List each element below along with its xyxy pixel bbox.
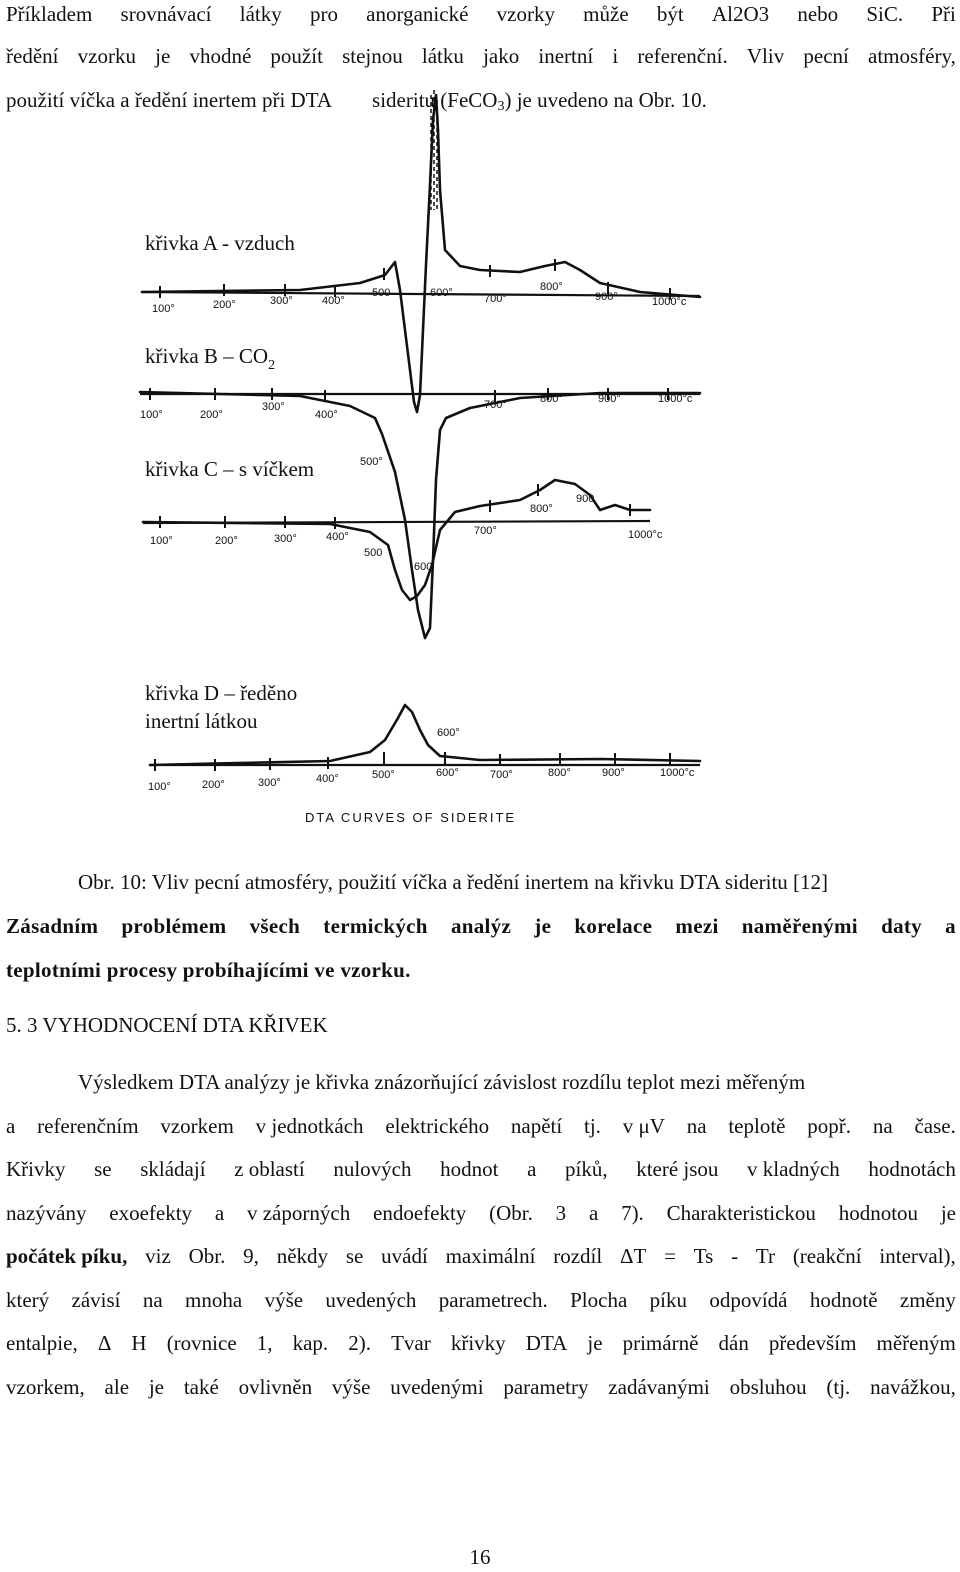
word: závisí bbox=[71, 1288, 121, 1312]
word: (rovnice bbox=[166, 1331, 237, 1355]
word: uvedenými bbox=[390, 1375, 484, 1399]
word: a bbox=[588, 1201, 599, 1225]
word: primárně bbox=[622, 1331, 699, 1355]
c-tick-400: 400° bbox=[326, 531, 349, 543]
word: které jsou bbox=[636, 1157, 719, 1181]
para-line-5-word: maximální bbox=[445, 1244, 536, 1268]
para-line-5-word: Ts bbox=[693, 1244, 714, 1268]
word: je bbox=[155, 44, 171, 68]
para-line-5-word: (reakční bbox=[792, 1244, 862, 1268]
para-line-5-word: Obr. bbox=[188, 1244, 226, 1268]
c-tick-800: 800° bbox=[530, 503, 553, 515]
word: hodnotě bbox=[809, 1288, 878, 1312]
word: je bbox=[148, 1375, 164, 1399]
word: použít bbox=[270, 44, 323, 68]
a-tick-500: 500 bbox=[372, 287, 391, 299]
d-tick-500: 500° bbox=[372, 769, 395, 781]
c-tick-500-top: 500° bbox=[360, 456, 383, 468]
d-tick-900: 900° bbox=[602, 767, 625, 779]
para-line-5-word: interval), bbox=[879, 1244, 956, 1268]
word: výše bbox=[264, 1288, 304, 1312]
word: látku bbox=[421, 44, 464, 68]
b-tick-900: 900° bbox=[598, 393, 621, 405]
b-tick-800: 800° bbox=[540, 393, 563, 405]
c-tick-500: 500 bbox=[364, 547, 383, 559]
a-tick-900: 900° bbox=[595, 291, 618, 303]
word: který bbox=[6, 1288, 50, 1312]
c-tick-100: 100° bbox=[150, 535, 173, 547]
word: ředění bbox=[6, 44, 59, 68]
word: 1, bbox=[256, 1331, 273, 1355]
word: (tj. bbox=[826, 1375, 851, 1399]
word: popř. bbox=[807, 1114, 852, 1138]
word: Al2O3 bbox=[711, 2, 770, 26]
word: tj. bbox=[584, 1114, 601, 1138]
word: a bbox=[945, 914, 956, 938]
word: Křivky bbox=[6, 1157, 66, 1181]
word: daty bbox=[881, 914, 922, 938]
word: referenčním bbox=[37, 1114, 139, 1138]
word: v μV bbox=[622, 1114, 665, 1138]
a-tick-600: 600° bbox=[430, 287, 453, 299]
word: jako bbox=[483, 44, 520, 68]
word: je bbox=[940, 1201, 956, 1225]
c-tick-300: 300° bbox=[274, 533, 297, 545]
axis-c bbox=[143, 521, 650, 523]
curve-a-label: křivka A - vzduch bbox=[145, 231, 295, 255]
d-tick-600-top: 600° bbox=[437, 727, 460, 739]
word: změny bbox=[899, 1288, 956, 1312]
para-line-5-word: 9, bbox=[243, 1244, 259, 1268]
word: látky bbox=[239, 2, 282, 26]
a-tick-200: 200° bbox=[213, 299, 236, 311]
word: nazývány bbox=[6, 1201, 87, 1225]
word: nulových bbox=[333, 1157, 412, 1181]
word: endoefekty bbox=[373, 1201, 467, 1225]
word: v jednotkách bbox=[255, 1114, 364, 1138]
word: 7). bbox=[621, 1201, 644, 1225]
word: a bbox=[6, 1114, 16, 1138]
word: stejnou bbox=[342, 44, 403, 68]
b-tick-700: 700° bbox=[484, 399, 507, 411]
a-tick-800: 800° bbox=[540, 281, 563, 293]
word: ale bbox=[104, 1375, 130, 1399]
a-tick-100: 100° bbox=[152, 303, 175, 315]
word: Plocha bbox=[570, 1288, 628, 1312]
para-line-8 bbox=[6, 1373, 956, 1401]
word: na bbox=[142, 1288, 163, 1312]
word: píku bbox=[649, 1288, 687, 1312]
word: analýz bbox=[450, 914, 512, 938]
c-tick-700: 700° bbox=[474, 525, 497, 537]
word: dán bbox=[718, 1331, 749, 1355]
c-tick-1000: 1000°c bbox=[628, 529, 663, 541]
word: referenční. bbox=[637, 44, 728, 68]
word: Vliv bbox=[746, 44, 785, 68]
c-tick-600: 600 bbox=[414, 561, 433, 573]
para-line-3 bbox=[6, 1155, 956, 1183]
para-line-6 bbox=[6, 1286, 956, 1314]
word: srovnávací bbox=[120, 2, 212, 26]
word: především bbox=[768, 1331, 857, 1355]
word: skládají bbox=[140, 1157, 206, 1181]
word: teplotě bbox=[728, 1114, 786, 1138]
word: napětí bbox=[510, 1114, 563, 1138]
word: korelace bbox=[574, 914, 653, 938]
word: elektrického bbox=[385, 1114, 490, 1138]
word: mnoha bbox=[185, 1288, 243, 1312]
word: také bbox=[183, 1375, 219, 1399]
curve-c-label: křivka C – s víčkem bbox=[145, 457, 315, 481]
word: 3 bbox=[555, 1201, 567, 1225]
b-tick-200: 200° bbox=[200, 409, 223, 421]
word: Δ bbox=[97, 1331, 112, 1355]
word: a bbox=[214, 1201, 225, 1225]
word: obsluhou bbox=[729, 1375, 807, 1399]
word: parametry bbox=[503, 1375, 589, 1399]
d-tick-200: 200° bbox=[202, 779, 225, 791]
intro-line-3-a: použití víčka a ředění inertem při DTA bbox=[6, 88, 333, 112]
a-tick-400: 400° bbox=[322, 295, 345, 307]
word: parametrech. bbox=[438, 1288, 548, 1312]
word: uvedených bbox=[325, 1288, 417, 1312]
para-line-5-word: = bbox=[664, 1244, 676, 1268]
para-line-5-word: někdy bbox=[276, 1244, 329, 1268]
word: všech bbox=[249, 914, 301, 938]
para-line-5-word: Tr bbox=[755, 1244, 776, 1268]
word: čase. bbox=[914, 1114, 956, 1138]
word: pecní bbox=[803, 44, 849, 68]
para-line-4 bbox=[6, 1199, 956, 1227]
curve-d-label-2: inertní látkou bbox=[145, 709, 258, 733]
word: DTA bbox=[525, 1331, 568, 1355]
para-line-5-word: rozdíl bbox=[553, 1244, 603, 1268]
word: anorganické bbox=[366, 2, 469, 26]
word: pro bbox=[309, 2, 338, 26]
word: je bbox=[587, 1331, 603, 1355]
word: exoefekty bbox=[109, 1201, 193, 1225]
d-tick-600: 600° bbox=[436, 767, 459, 779]
para-line-5-word: ΔT bbox=[620, 1244, 647, 1268]
word: atmosféry, bbox=[868, 44, 956, 68]
section-heading: 5. 3 VYHODNOCENÍ DTA KŘIVEK bbox=[6, 1013, 328, 1037]
word: Tvar bbox=[391, 1331, 431, 1355]
d-tick-1000: 1000°c bbox=[660, 767, 695, 779]
b-tick-1000: 1000°c bbox=[658, 393, 693, 405]
a-tick-700: 700° bbox=[484, 293, 507, 305]
para-line-5 bbox=[6, 1242, 956, 1270]
word: navážkou, bbox=[870, 1375, 956, 1399]
para-line-5-bold: počátek píku, bbox=[6, 1244, 128, 1268]
word: vzorku bbox=[77, 44, 136, 68]
word: Při bbox=[931, 2, 956, 26]
word: zadávanými bbox=[608, 1375, 710, 1399]
axis-d-ticks bbox=[155, 752, 670, 771]
para-line-2 bbox=[6, 1112, 956, 1140]
figure-footer: DTA CURVES OF SIDERITE bbox=[305, 810, 517, 825]
word: vzorkem bbox=[160, 1114, 234, 1138]
bold-para-line-1 bbox=[6, 912, 956, 940]
word: SiC. bbox=[866, 2, 904, 26]
d-tick-100: 100° bbox=[148, 781, 171, 793]
d-tick-800: 800° bbox=[548, 767, 571, 779]
intro-line-3-c: ) je uvedeno na Obr. 10. bbox=[504, 88, 707, 112]
curve-d-label-1: křivka D – ředěno bbox=[145, 681, 298, 705]
b-tick-400: 400° bbox=[315, 409, 338, 421]
word: kap. bbox=[292, 1331, 329, 1355]
a-tick-1000: 1000°c bbox=[652, 296, 687, 308]
word: a bbox=[527, 1157, 537, 1181]
word: vzorkem, bbox=[6, 1375, 85, 1399]
word: být bbox=[656, 2, 684, 26]
word: termických bbox=[323, 914, 428, 938]
word: Charakteristickou bbox=[666, 1201, 816, 1225]
word: na bbox=[686, 1114, 707, 1138]
word: výše bbox=[331, 1375, 371, 1399]
d-tick-400: 400° bbox=[316, 773, 339, 785]
word: vzorky bbox=[496, 2, 555, 26]
word: je bbox=[534, 914, 552, 938]
word: v záporných bbox=[246, 1201, 351, 1225]
word: mezi bbox=[675, 914, 719, 938]
word: (Obr. bbox=[489, 1201, 533, 1225]
word: hodnotou bbox=[838, 1201, 919, 1225]
word: vhodné bbox=[189, 44, 252, 68]
curve-b bbox=[140, 392, 700, 638]
word: se bbox=[94, 1157, 112, 1181]
word: problémem bbox=[121, 914, 227, 938]
para-line-5-word: viz bbox=[145, 1244, 171, 1268]
a-tick-300: 300° bbox=[270, 295, 293, 307]
figure-caption: Obr. 10: Vliv pecní atmosféry, použití víčka a ředění inertem na křivku DTA sideritu [12] bbox=[78, 870, 829, 894]
word: 2). bbox=[348, 1331, 372, 1355]
d-tick-700: 700° bbox=[490, 769, 513, 781]
word: inertní bbox=[538, 44, 594, 68]
word: křivky bbox=[450, 1331, 506, 1355]
c-tick-900: 900 bbox=[576, 493, 595, 505]
word: může bbox=[583, 2, 629, 26]
page-number: 16 bbox=[469, 1545, 491, 1569]
word: měřeným bbox=[876, 1331, 956, 1355]
word: hodnotách bbox=[868, 1157, 956, 1181]
curve-b-label: křivka B – $CO_2$ bbox=[145, 344, 276, 373]
word: ovlivněn bbox=[238, 1375, 313, 1399]
word: nebo bbox=[797, 2, 839, 26]
word: v kladných bbox=[747, 1157, 840, 1181]
word: Příkladem bbox=[6, 2, 93, 26]
word: naměřenými bbox=[741, 914, 858, 938]
para-line-5-word: - bbox=[731, 1244, 739, 1268]
b-tick-100: 100° bbox=[140, 409, 163, 421]
word: hodnot bbox=[440, 1157, 499, 1181]
word: H bbox=[131, 1331, 147, 1355]
word: i bbox=[612, 44, 619, 68]
word: entalpie, bbox=[6, 1331, 78, 1355]
word: odpovídá bbox=[709, 1288, 788, 1312]
para-line-7 bbox=[6, 1329, 956, 1357]
word: na bbox=[872, 1114, 893, 1138]
b-tick-300: 300° bbox=[262, 401, 285, 413]
intro-line-3-b: sideritu (FeCO bbox=[372, 88, 498, 112]
word: z oblastí bbox=[234, 1157, 305, 1181]
word: Zásadním bbox=[6, 914, 99, 938]
word: píků, bbox=[565, 1157, 608, 1181]
intro-line-3-sub: 3 bbox=[497, 99, 505, 114]
bold-para-line-2: teplotními procesy probíhajícími ve vzorku. bbox=[6, 958, 411, 982]
para-line-5-word: se bbox=[345, 1244, 364, 1268]
para-line-1: Výsledkem DTA analýzy je křivka znázorňující závislost rozdílu teplot mezi měřeným bbox=[78, 1070, 806, 1094]
d-tick-300: 300° bbox=[258, 777, 281, 789]
para-line-5-word: uvádí bbox=[381, 1244, 428, 1268]
c-tick-200: 200° bbox=[215, 535, 238, 547]
